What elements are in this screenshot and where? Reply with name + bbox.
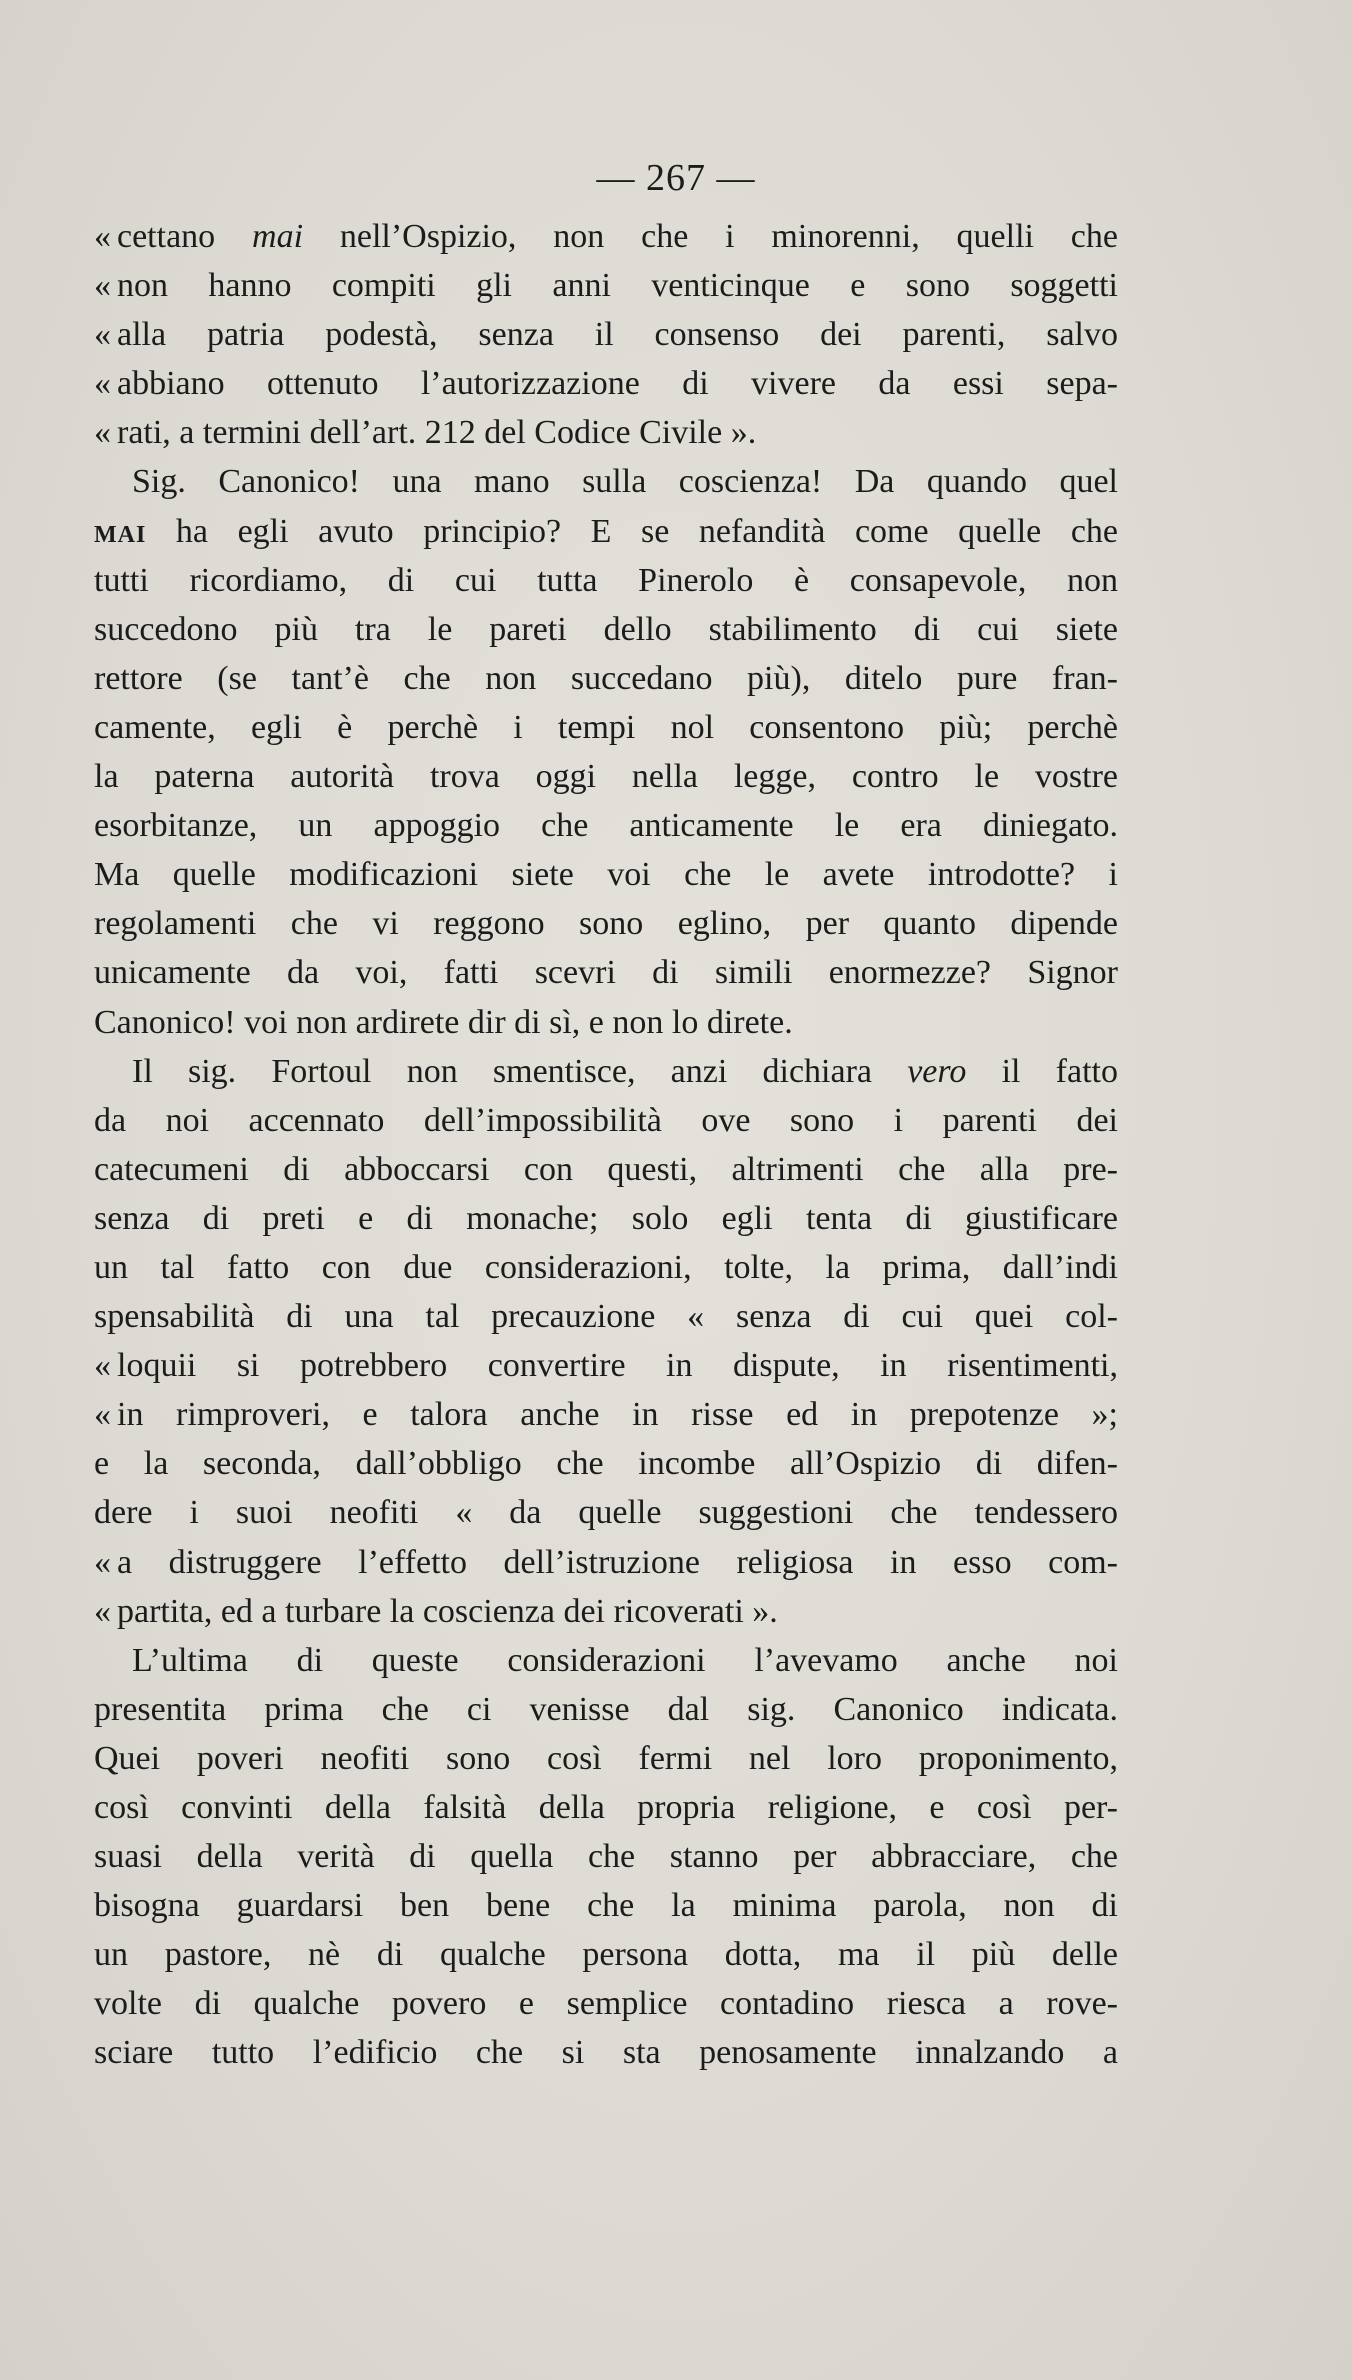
text-run: catecumeni di abboccarsi con questi, altrimenti che alla pre- <box>94 1150 1118 1188</box>
text-line <box>94 556 1118 605</box>
text-line <box>94 1243 1118 1292</box>
text-run: Canonico! voi non ardirete dir di sì, e non lo direte. <box>94 1003 793 1041</box>
text-line <box>94 1734 1118 1783</box>
text-run: loquii si potrebbero convertire in dispute, in risentimenti, <box>117 1347 1118 1385</box>
text-line <box>94 1145 1118 1194</box>
text-line <box>94 507 1118 556</box>
body-text <box>94 212 1118 2078</box>
text-line <box>94 1930 1118 1979</box>
text-line <box>94 1538 1118 1587</box>
quote-mark: « <box>94 1347 111 1385</box>
text-line <box>94 2028 1118 2077</box>
text-run: camente, egli è perchè i tempi nol consentono più; perchè <box>94 708 1118 746</box>
italic-text: vero <box>907 1052 967 1090</box>
text-line <box>94 1685 1118 1734</box>
text-line <box>94 1979 1118 2028</box>
text-run: in rimproveri, e talora anche in risse ed in prepotenze »; <box>117 1396 1118 1434</box>
text-run: la paterna autorità trova oggi nella legge, contro le vostre <box>94 758 1118 796</box>
text-line <box>94 801 1118 850</box>
text-line <box>94 1783 1118 1832</box>
text-line <box>94 1390 1118 1439</box>
text-run: regolamenti che vi reggono sono eglino, per quanto dipende <box>94 905 1118 943</box>
text-run: Ma quelle modificazioni siete voi che le avete introdotte? i <box>94 856 1118 894</box>
small-caps-text: MAI <box>94 521 147 548</box>
text-run: dere i suoi neofiti « da quelle suggestioni che tendessero <box>94 1494 1118 1532</box>
text-line <box>94 1439 1118 1488</box>
text-line <box>94 948 1118 997</box>
text-run: bisogna guardarsi ben bene che la minima parola, non di <box>94 1887 1118 1925</box>
quote-mark: « <box>94 267 111 305</box>
text-run: Il sig. Fortoul non smentisce, anzi dichiara <box>132 1052 908 1090</box>
quote-mark: « <box>94 365 111 403</box>
text-run: unicamente da voi, fatti scevri di simili enormezze? Signor <box>94 954 1118 992</box>
quote-mark: « <box>94 1543 111 1581</box>
text-run: a distruggere l’effetto dell’istruzione religiosa in esso com- <box>117 1543 1118 1581</box>
text-run: un tal fatto con due considerazioni, tolte, la prima, dall’indi <box>94 1248 1118 1286</box>
text-line <box>94 1488 1118 1537</box>
text-run: tutti ricordiamo, di cui tutta Pinerolo è consapevole, non <box>94 561 1118 599</box>
text-line <box>94 1047 1118 1096</box>
text-line <box>94 359 1118 408</box>
text-run: un pastore, nè di qualche persona dotta, ma il più delle <box>94 1936 1118 1974</box>
text-line <box>94 1292 1118 1341</box>
text-run: sciare tutto l’edificio che si sta penosamente innalzando a <box>94 2034 1118 2072</box>
text-line <box>94 457 1118 506</box>
quote-mark: « <box>94 1396 111 1434</box>
italic-text: mai <box>252 218 304 255</box>
text-line <box>94 212 1118 261</box>
text-run: Quei poveri neofiti sono così fermi nel loro proponimento, <box>94 1739 1118 1777</box>
text-run: nell’Ospizio, non che i minorenni, quelli che <box>303 218 1118 255</box>
text-run: esorbitanze, un appoggio che anticamente le era diniegato. <box>94 807 1118 845</box>
text-run: succedono più tra le pareti dello stabilimento di cui siete <box>94 610 1118 648</box>
text-line <box>94 1587 1118 1636</box>
text-run: alla patria podestà, senza il consenso dei parenti, salvo <box>117 316 1118 354</box>
text-run: rati, a termini dell’art. 212 del Codice Civile ». <box>117 414 757 452</box>
text-line <box>94 1636 1118 1685</box>
text-run: cettano <box>117 218 253 255</box>
text-line <box>94 899 1118 948</box>
text-line <box>94 998 1118 1047</box>
text-run: e la seconda, dall’obbligo che incombe all’Ospizio di difen- <box>94 1445 1118 1483</box>
text-line <box>94 261 1118 310</box>
text-run: da noi accennato dell’impossibilità ove sono i parenti dei <box>94 1101 1118 1139</box>
text-run: partita, ed a turbare la coscienza dei ricoverati ». <box>117 1592 778 1630</box>
text-line <box>94 752 1118 801</box>
text-run: così convinti della falsità della propria religione, e così per- <box>94 1789 1118 1826</box>
text-run: abbiano ottenuto l’autorizzazione di vivere da essi sepa- <box>117 365 1118 403</box>
text-line <box>94 408 1118 457</box>
text-run: non hanno compiti gli anni venticinque e sono soggetti <box>117 267 1118 305</box>
text-line <box>94 850 1118 899</box>
text-line <box>94 1832 1118 1881</box>
text-line <box>94 1341 1118 1390</box>
text-run: senza di preti e di monache; solo egli tenta di giustificare <box>94 1199 1118 1237</box>
text-run: suasi della verità di quella che stanno per abbracciare, che <box>94 1838 1118 1876</box>
quote-mark: « <box>94 218 111 255</box>
text-line <box>94 654 1118 703</box>
text-line <box>94 310 1118 359</box>
text-run: volte di qualche povero e semplice contadino riesca a rove- <box>94 1985 1118 2023</box>
text-line <box>94 1194 1118 1243</box>
text-run: il fatto <box>966 1052 1118 1090</box>
text-run: Sig. Canonico! una mano sulla coscienza! Da quando quel <box>132 463 1118 501</box>
quote-mark: « <box>94 1592 111 1630</box>
text-line <box>94 605 1118 654</box>
text-run: L’ultima di queste considerazioni l’avevamo anche noi <box>132 1641 1118 1679</box>
text-line <box>94 1096 1118 1145</box>
text-line <box>94 1881 1118 1930</box>
text-run: ha egli avuto principio? E se nefandità come quelle che <box>146 512 1118 550</box>
text-run: rettore (se tant’è che non succedano più), ditelo pure fran- <box>94 659 1118 697</box>
quote-mark: « <box>94 414 111 452</box>
text-run: presentita prima che ci venisse dal sig. Canonico indicata. <box>94 1690 1118 1728</box>
text-line <box>94 703 1118 752</box>
quote-mark: « <box>94 316 111 354</box>
text-run: spensabilità di una tal precauzione « senza di cui quei col- <box>94 1298 1118 1336</box>
page-number: — 267 — <box>596 157 756 199</box>
